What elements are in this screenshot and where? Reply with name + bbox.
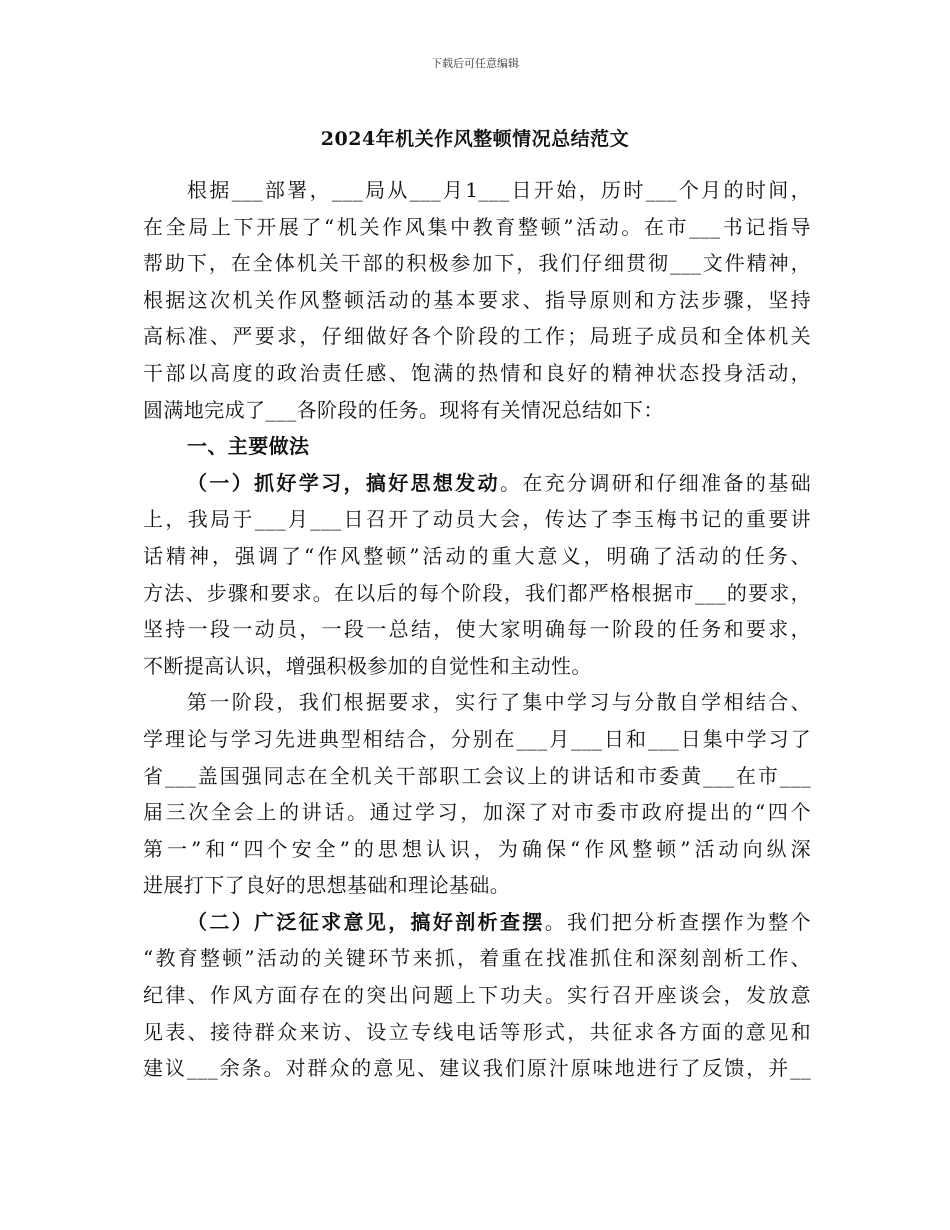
paragraph-line: 纪律、作风方面存在的突出问题上下功夫。实行召开座谈会，发放意: [143, 983, 811, 1008]
paragraph-line: 第一阶段，我们根据要求，实行了集中学习与分散自学相结合、: [187, 690, 811, 715]
section-heading: 一、主要做法: [187, 434, 310, 459]
paragraph-line: 方法、步骤和要求。在以后的每个阶段，我们都严格根据市___的要求，: [143, 580, 811, 605]
paragraph-line: 帮助下，在全体机关干部的积极参加下，我们仔细贯彻___文件精神，: [143, 251, 811, 276]
paragraph-line: 圆满地完成了___各阶段的任务。现将有关情况总结如下：: [143, 397, 664, 422]
paragraph-text: 。我们把分析查摆作为整个: [544, 909, 811, 934]
paragraph-line: [143, 904, 811, 941]
paragraph-line: 高标准、严要求，仔细做好各个阶段的工作；局班子成员和全体机关: [143, 324, 811, 349]
document-title: 2024年机关作风整顿情况总结范文: [320, 128, 630, 150]
paragraph-line: 坚持一段一动员，一段一总结，使大家明确每一阶段的任务和要求，: [143, 617, 811, 642]
paragraph-line: 届三次全会上的讲话。通过学习，加深了对市委市政府提出的“四个: [143, 800, 811, 825]
paragraph-line: 不断提高认识，增强积极参加的自觉性和主动性。: [143, 653, 592, 678]
paragraph-line: 上，我局于___月___日召开了动员大会，传达了李玉梅书记的重要讲: [143, 507, 811, 532]
paragraph-line: 第一”和“四个安全”的思想认识，为确保“作风整顿”活动向纵深: [143, 836, 811, 861]
paragraph-text: 。在充分调研和仔细准备的基础: [499, 470, 811, 495]
document-body: [143, 172, 811, 1087]
paragraph-line: 根据___部署，___局从___月1___日开始，历时___个月的时间，: [187, 178, 811, 202]
paragraph-line: 见表、接待群众来访、设立专线电话等形式，共征求各方面的意见和: [143, 1019, 811, 1044]
paragraph-line: 进展打下了良好的思想基础和理论基础。: [143, 873, 511, 898]
paragraph-line: 省___盖国强同志在全机关干部职工会议上的讲话和市委黄___在市___: [143, 763, 811, 788]
paragraph-line: 干部以高度的政治责任感、饱满的热情和良好的精神状态投身活动，: [143, 360, 811, 385]
paragraph-line: 在全局上下开展了“机关作风集中教育整顿”活动。在市___书记指导: [143, 214, 811, 239]
subsection-heading: （二）广泛征求意见，搞好剖析查摆: [187, 909, 545, 934]
subsection-heading: （一）抓好学习，搞好思想发动: [187, 470, 500, 495]
paragraph-line: [143, 465, 811, 502]
paragraph-line: 建议___余条。对群众的意见、建议我们原汁原味地进行了反馈，并__: [143, 1056, 811, 1081]
paragraph-line: “教育整顿”活动的关键环节来抓，着重在找准抓住和深刻剖析工作、: [143, 946, 811, 971]
paragraph-line: 学理论与学习先进典型相结合，分别在___月___日和___日集中学习了: [143, 726, 811, 751]
paragraph-line: 话精神，强调了“作风整顿”活动的重大意义，明确了活动的任务、: [143, 543, 811, 568]
header-note: 下载后可任意编辑: [431, 57, 519, 70]
paragraph-line: 根据这次机关作风整顿活动的基本要求、指导原则和方法步骤，坚持: [143, 287, 811, 312]
